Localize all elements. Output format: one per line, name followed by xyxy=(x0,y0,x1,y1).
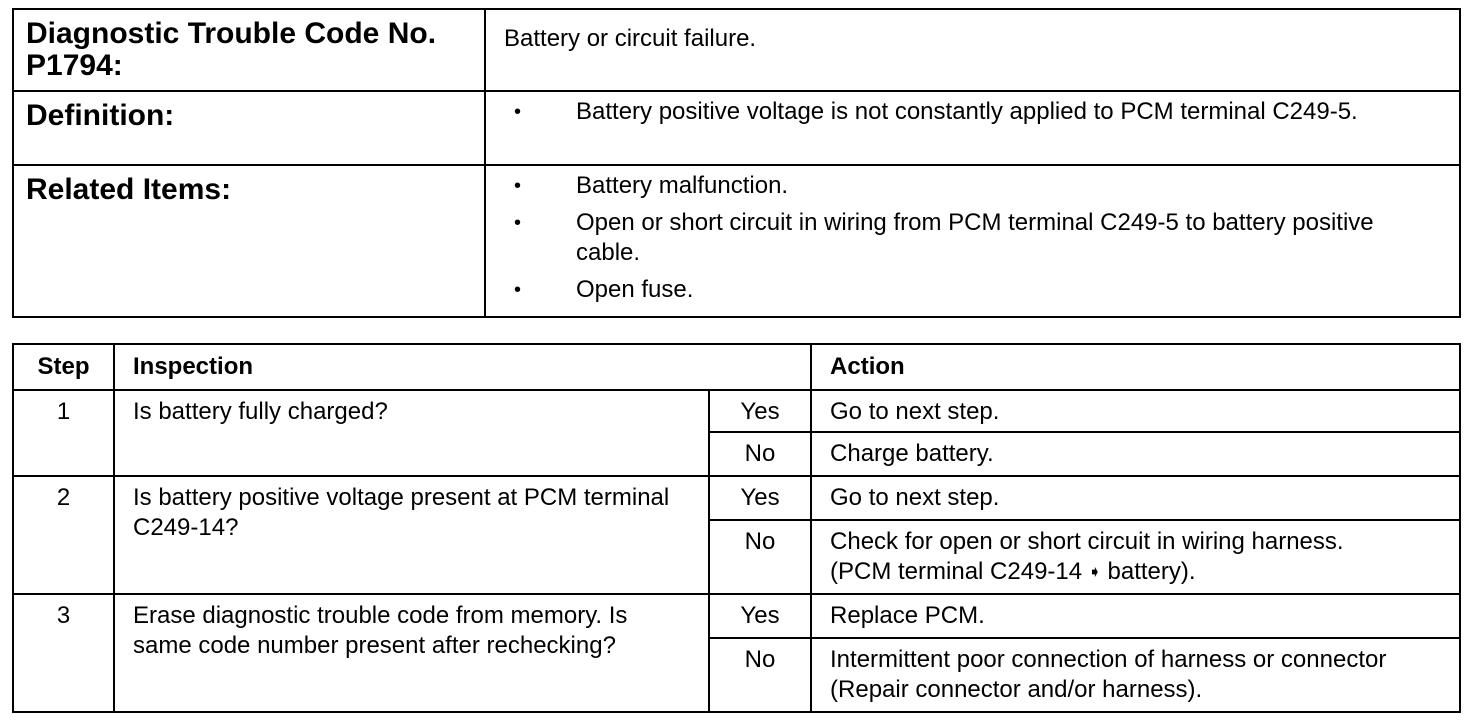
dtc-label: Diagnostic Trouble Code No. P1794: xyxy=(13,9,485,91)
dtc-info-table xyxy=(12,8,1461,318)
table-row xyxy=(13,390,1460,432)
arrow-right-icon: ➧ xyxy=(1088,564,1102,581)
bullet-icon: • xyxy=(514,101,522,123)
no-label: No xyxy=(709,520,811,594)
no-action: Charge battery. xyxy=(811,432,1460,476)
header-row xyxy=(13,344,1460,390)
inspection-steps-table xyxy=(12,343,1461,713)
no-action: Intermittent poor connection of harness or connector (Repair connector and/or harness). xyxy=(811,638,1460,712)
related-items-row xyxy=(13,165,1460,317)
dtc-row xyxy=(13,9,1460,91)
definition-row xyxy=(13,91,1460,165)
yes-action: Go to next step. xyxy=(811,390,1460,432)
related-item: • Open fuse. xyxy=(514,276,694,303)
bullet-icon: • xyxy=(514,175,522,197)
yes-label: Yes xyxy=(709,390,811,432)
related-item: • Battery malfunction. xyxy=(514,172,789,199)
inspection-text: Is battery fully charged? xyxy=(114,390,709,476)
inspection-header: Inspection xyxy=(114,344,811,390)
yes-action: Go to next step. xyxy=(811,476,1460,520)
inspection-text: Erase diagnostic trouble code from memory. Is same code number present after rechecking? xyxy=(114,594,709,712)
related-label: Related Items: xyxy=(13,165,485,317)
no-label: No xyxy=(709,432,811,476)
yes-action: Replace PCM. xyxy=(811,594,1460,638)
definition-label: Definition: xyxy=(13,91,485,165)
yes-label: Yes xyxy=(709,594,811,638)
no-action: Check for open or short circuit in wiring harness. (PCM terminal C249-14 ➧ battery). xyxy=(811,520,1460,594)
action-header: Action xyxy=(811,344,1460,390)
inspection-text: Is battery positive voltage present at PCM terminal C249-14? xyxy=(114,476,709,594)
table-row xyxy=(13,476,1460,520)
step-header: Step xyxy=(13,344,114,390)
no-label: No xyxy=(709,638,811,712)
related-item: • Open or short circuit in wiring from PCM terminal C249-5 to battery positive cable. xyxy=(514,209,1374,266)
definition-item: • Battery positive voltage is not constantly applied to PCM terminal C249-5. xyxy=(514,98,1358,125)
step-number: 1 xyxy=(13,390,114,476)
dtc-value: Battery or circuit failure. xyxy=(504,25,757,52)
step-number: 3 xyxy=(13,594,114,712)
table-row xyxy=(13,594,1460,638)
bullet-icon: • xyxy=(514,279,522,301)
bullet-icon: • xyxy=(514,212,522,234)
yes-label: Yes xyxy=(709,476,811,520)
step-number: 2 xyxy=(13,476,114,594)
